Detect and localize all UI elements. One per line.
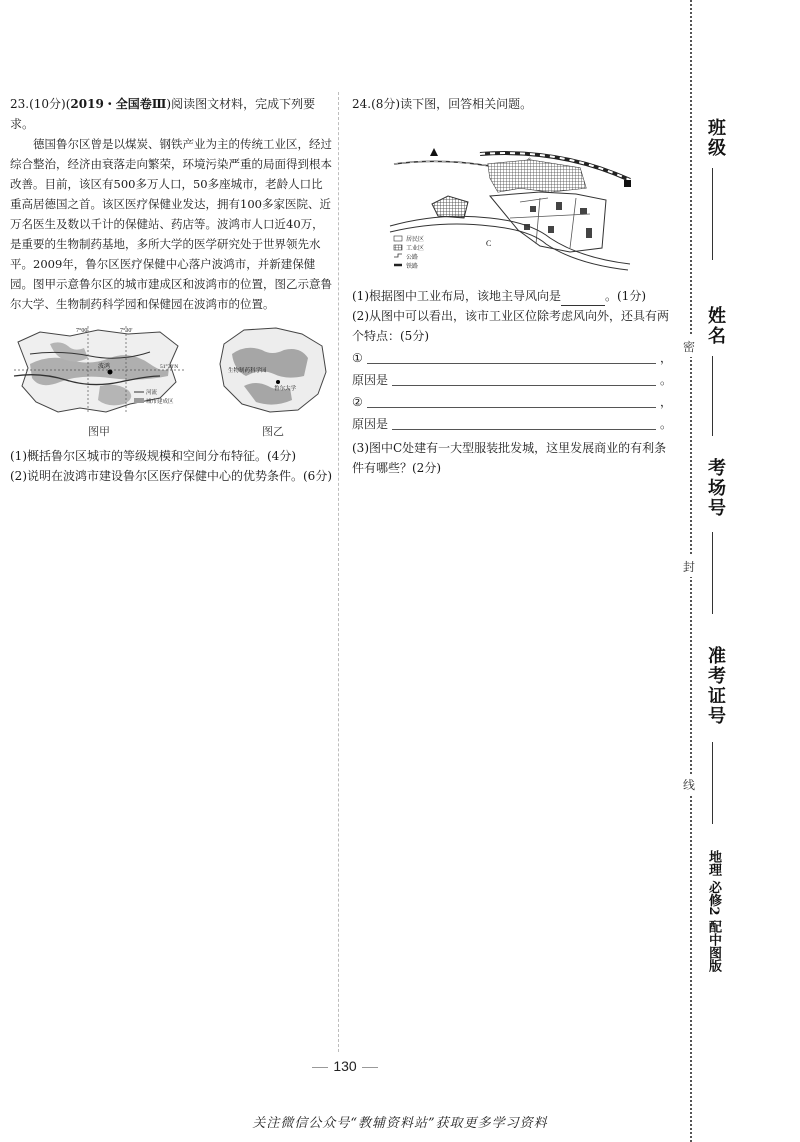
legend-urban: 城市建成区 <box>146 399 174 405</box>
name-label: 姓名 <box>705 306 726 346</box>
answer-reason-1[interactable]: 原因是 。 <box>352 373 673 387</box>
map-b-caption: 图乙 <box>262 425 284 438</box>
map-b <box>214 324 332 442</box>
book-info: 地理 必修2 配中图版 <box>706 850 721 973</box>
question-23 <box>10 94 332 486</box>
q23-source: 2019・全国卷Ⅲ <box>70 97 167 111</box>
seal-mark-1: 密 <box>683 336 695 357</box>
bio-park-label: 生物制药科学园 <box>228 368 267 374</box>
q24-sub2: (2)从图中可以看出，该市工业区位除考虑风向外，还具有两个特点：(5分) <box>352 309 670 343</box>
name-field[interactable] <box>712 356 713 436</box>
wind-direction-blank[interactable] <box>561 293 605 306</box>
q23-material: 德国鲁尔区曾是以煤炭、钢铁产业为主的传统工业区，经过综合整治，经济由衰落走向繁荣，环境污染严重的局面得到根本改善。目前，该区有500多万人口，50多座城市，老龄人口比重高居德国之首。该区医疗保健业发达，拥有100多家医院、近万名医生及数以千计的保健站、药店等。波鸿市人口近40万，是重要的生物制药基地，多所大学的医学研究处于世界领先水平。2009年，鲁尔区医疗保健中心落户波鸿市，并新建保健园。图甲示意鲁尔区的城市建成区和波鸿市的位置，图乙示意鲁尔大学、生物制药科学园和保健园在波鸿市的位置。 <box>10 137 332 311</box>
q23-sub1: (1)概括鲁尔区城市的等级规模和空间分布特征。(4分) <box>10 449 296 463</box>
map-a-caption: 图甲 <box>88 425 110 438</box>
legend-river: 河流 <box>146 390 158 396</box>
exam-id-field[interactable] <box>712 742 713 824</box>
footer-note: 关注微信公众号“教辅资料站”获取更多学习资料 <box>252 1116 548 1131</box>
q23-heading: 23.(10分)(2019・全国卷Ⅲ)阅读图文材料，完成下列要求。 <box>10 97 316 131</box>
q24-sub3: (3)图中C处建有一大型服装批发城，这里发展商业的有利条件有哪些？(2分) <box>352 441 667 475</box>
bochum-label: 波鸿 <box>98 363 111 370</box>
seal-mark-2: 封 <box>683 556 695 577</box>
page-number: 130 <box>300 1058 390 1074</box>
city-layout-map <box>380 118 680 280</box>
room-label: 考场号 <box>705 458 726 518</box>
lon1-label: 7°00' <box>76 328 89 334</box>
q24-heading: 24.(8分)读下图，回答相关问题。 <box>352 97 533 111</box>
class-field[interactable] <box>712 168 713 260</box>
q24-sub1: (1)根据图中工业布局，该地主导风向是 。(1分) <box>352 286 670 306</box>
ruhr-map <box>10 324 188 416</box>
legend-residential: 居民区 <box>406 236 425 243</box>
q23-sub2: (2)说明在波鸿市建设鲁尔区医疗保健中心的优势条件。(6分) <box>10 469 332 483</box>
legend-industrial: 工业区 <box>406 245 425 252</box>
exam-id-label: 准考证号 <box>705 646 726 726</box>
room-field[interactable] <box>712 532 713 614</box>
q23-figures <box>10 324 332 442</box>
question-24 <box>352 94 673 478</box>
bochum-map <box>214 324 332 416</box>
answer-line-2[interactable]: ② ， <box>352 395 673 409</box>
seal-mark-3: 线 <box>683 774 695 795</box>
lon2-label: 7°30' <box>120 328 133 334</box>
legend-road: 公路 <box>406 254 419 261</box>
point-c: C <box>486 239 492 248</box>
column-divider <box>338 92 339 1052</box>
ruhr-uni-label: 鲁尔大学 <box>274 386 297 392</box>
map-a <box>10 324 188 442</box>
legend-railway: 铁路 <box>406 263 419 270</box>
lat-label: 51°30'N <box>160 364 179 370</box>
answer-reason-2[interactable]: 原因是 。 <box>352 417 673 431</box>
answer-line-1[interactable]: ① ， <box>352 351 673 365</box>
class-label: 班级 <box>705 118 726 158</box>
